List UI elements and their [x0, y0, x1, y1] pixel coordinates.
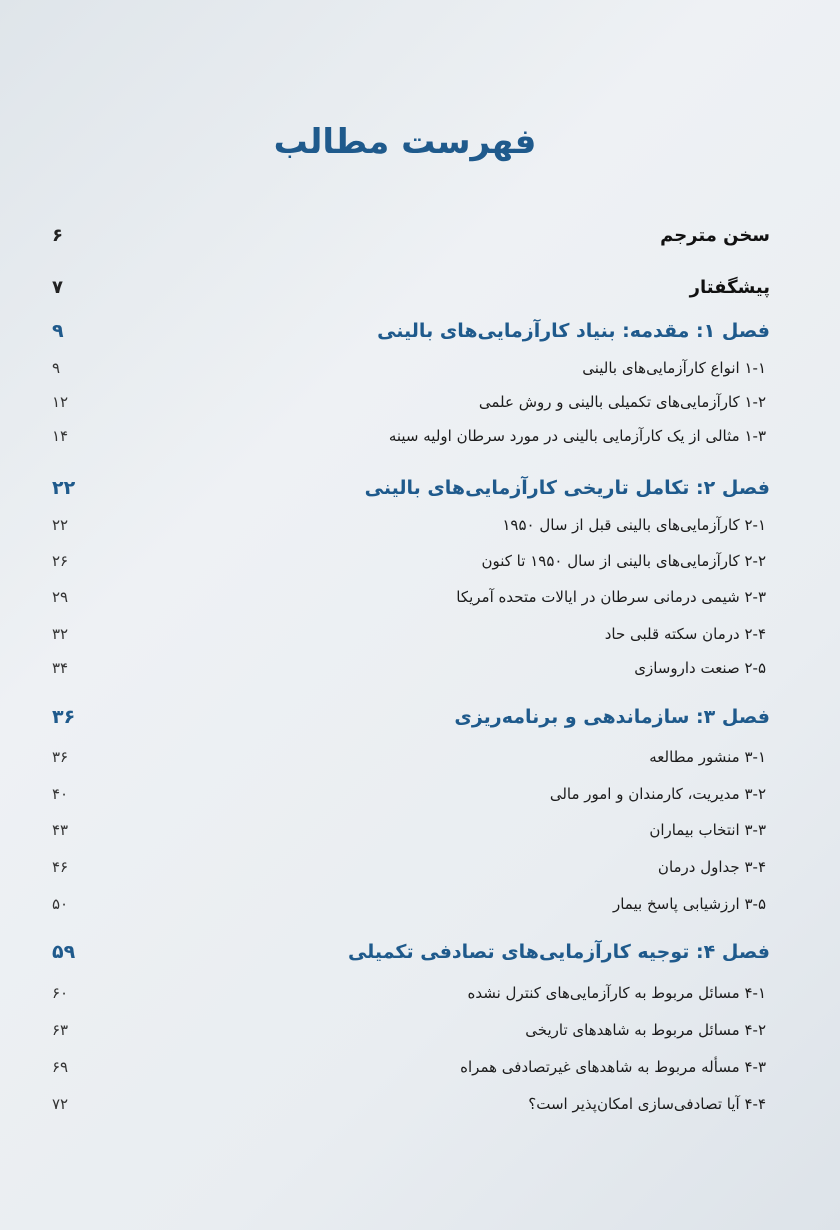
- section-title: ۲-۳ شیمی درمانی سرطان در ایالات متحده آمریکا: [456, 588, 766, 606]
- toc-section-entry: [52, 617, 770, 651]
- section-title: ۴-۲ مسائل مربوط به شاهدهای تاریخی: [525, 1021, 766, 1039]
- section-page-number: ۴۰: [52, 785, 69, 803]
- entry-page-number: ۶: [52, 224, 63, 246]
- toc-section-entry: [52, 385, 770, 419]
- toc-chapter-entry: [52, 471, 770, 505]
- chapter-title: فصل ۲: تکامل تاریخی کارآزمایی‌های بالینی: [364, 477, 770, 499]
- chapter-page-number: ۹: [52, 320, 64, 342]
- section-title: ۳-۵ ارزشیابی پاسخ بیمار: [612, 895, 766, 913]
- section-title: ۳-۲ مدیریت، کارمندان و امور مالی: [549, 785, 766, 803]
- toc-section-entry: [52, 740, 770, 774]
- toc-chapter-entry: [52, 314, 770, 348]
- section-page-number: ۳۶: [52, 748, 69, 766]
- toc-section-entry: [52, 651, 770, 685]
- toc-section-entry: [52, 351, 770, 385]
- chapter-title: فصل ۴: توجیه کارآزمایی‌های تصادفی تکمیلی: [347, 941, 770, 963]
- toc-section-entry: [52, 1013, 770, 1047]
- toc-chapter-entry: [52, 935, 770, 969]
- toc-front-entry: [52, 218, 770, 252]
- section-page-number: ۶۹: [52, 1058, 69, 1076]
- section-title: ۲-۴ درمان سکته قلبی حاد: [604, 625, 766, 643]
- toc-section-entry: [52, 419, 770, 453]
- toc-section-entry: [52, 850, 770, 884]
- section-title: ۲-۱ کارآزمایی‌های بالینی قبل از سال ۱۹۵۰: [502, 516, 766, 534]
- section-page-number: ۳۴: [52, 659, 69, 677]
- page-title: فهرست مطالب: [273, 122, 537, 162]
- toc-section-entry: [52, 580, 770, 614]
- section-page-number: ۲۲: [52, 516, 69, 534]
- section-page-number: ۴۳: [52, 821, 69, 839]
- toc-section-entry: [52, 976, 770, 1010]
- section-page-number: ۱۲: [52, 393, 69, 411]
- chapter-title: فصل ۱: مقدمه: بنیاد کارآزمایی‌های بالینی: [377, 320, 770, 342]
- chapter-page-number: ۲۲: [52, 477, 76, 499]
- section-title: ۳-۳ انتخاب بیماران: [649, 821, 766, 839]
- entry-page-number: ۷: [52, 276, 63, 298]
- section-page-number: ۲۹: [52, 588, 69, 606]
- section-title: ۱-۱ انواع کارآزمایی‌های بالینی: [582, 359, 766, 377]
- toc-section-entry: [52, 544, 770, 578]
- toc-section-entry: [52, 777, 770, 811]
- toc-section-entry: [52, 1050, 770, 1084]
- toc-section-entry: [52, 508, 770, 542]
- section-page-number: ۹: [52, 359, 61, 377]
- toc-section-entry: [52, 887, 770, 921]
- toc-section-entry: [52, 813, 770, 847]
- chapter-page-number: ۵۹: [52, 941, 76, 963]
- toc-front-entry: [52, 270, 770, 304]
- section-title: ۳-۴ جداول درمان: [657, 858, 766, 876]
- entry-label: سخن مترجم: [660, 224, 770, 246]
- section-page-number: ۵۰: [52, 895, 69, 913]
- section-title: ۲-۲ کارآزمایی‌های بالینی از سال ۱۹۵۰ تا کنون: [481, 552, 766, 570]
- section-title: ۴-۳ مسأله مربوط به شاهدهای غیرتصادفی همراه: [460, 1058, 766, 1076]
- section-page-number: ۶۰: [52, 984, 69, 1002]
- section-title: ۱-۳ مثالی از یک کارآزمایی بالینی در مورد سرطان اولیه سینه: [388, 427, 766, 445]
- toc-section-entry: [52, 1087, 770, 1121]
- section-page-number: ۴۶: [52, 858, 69, 876]
- section-title: ۴-۱ مسائل مربوط به کارآزمایی‌های کنترل نشده: [467, 984, 766, 1002]
- toc-chapter-entry: [52, 700, 770, 734]
- section-page-number: ۶۳: [52, 1021, 69, 1039]
- chapter-title: فصل ۳: سازماندهی و برنامه‌ریزی: [454, 706, 770, 728]
- section-page-number: ۲۶: [52, 552, 69, 570]
- entry-label: پیشگفتار: [689, 276, 770, 298]
- section-page-number: ۳۲: [52, 625, 69, 643]
- section-page-number: ۷۲: [52, 1095, 69, 1113]
- section-title: ۲-۵ صنعت داروسازی: [634, 659, 766, 677]
- section-title: ۱-۲ کارآزمایی‌های تکمیلی بالینی و روش علمی: [478, 393, 766, 411]
- section-title: ۴-۴ آیا تصادفی‌سازی امکان‌پذیر است؟: [528, 1095, 766, 1113]
- section-page-number: ۱۴: [52, 427, 69, 445]
- chapter-page-number: ۳۶: [52, 706, 76, 728]
- section-title: ۳-۱ منشور مطالعه: [649, 748, 766, 766]
